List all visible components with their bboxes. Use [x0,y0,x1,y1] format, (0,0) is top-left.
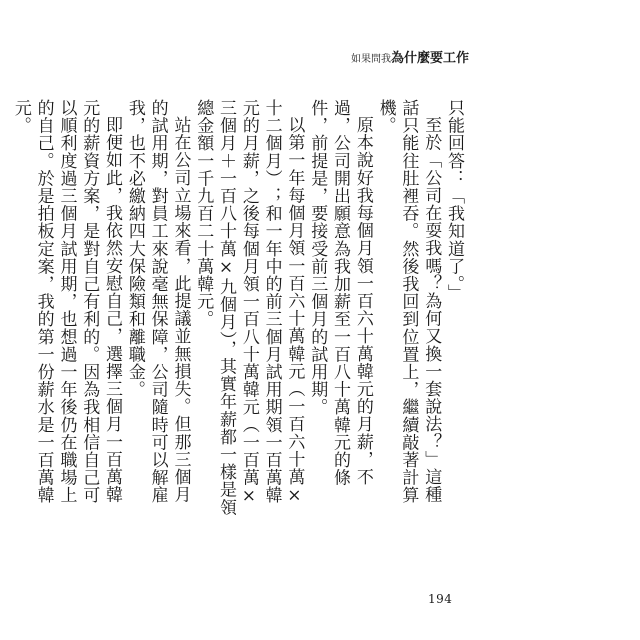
paragraph-4: 以第一年每個月領一百六十萬韓元（一百六十萬×十二個月）；和一年中的前三個月試用期領一百萬韓元的月薪，之後每個月領一百八十萬韓元（一百萬×三個月＋一百八十萬×九個月），其實年薪都一樣是領總金額一千九百二十萬韓元。 [193,99,305,516]
header-title: 為什麼要工作 [390,51,469,66]
body-text [9,99,465,519]
paragraph-3: 原本說好我每個月領一百六十萬韓元的月薪，不過，公司開出願意為我加薪至一百八十萬韓元的條件，前提是，要接受前三個月的試用期。 [307,99,373,487]
paragraph-5: 站在公司立場來看，此提議並無損失。但那三個月的試用期，對員工來說毫無保障，公司隨時可以解雇我，也不必繳納四大保險類和離職金。 [124,99,191,504]
paragraph-6: 即便如此，我依然安慰自己，選擇三個月一百萬韓元的薪資方案，是對自己有利的。因為我相信自己可以順利度過三個月試用期，也想過一年後仍在職場上的自己。於是拍板定案，我的第一份薪水是一百萬韓元。 [10,99,123,504]
paragraph-1: 只能回答：「我知道了。」 [444,99,464,302]
running-header [351,47,469,66]
page-number: 194 [428,592,453,606]
paragraph-2: 至於「公司在耍我嗎？為何又換一套說法？」這種話只能往肚裡吞。然後我回到位置上，繼續敲著計算機。 [375,99,442,504]
header-subtitle: 如果問我 [350,54,391,65]
